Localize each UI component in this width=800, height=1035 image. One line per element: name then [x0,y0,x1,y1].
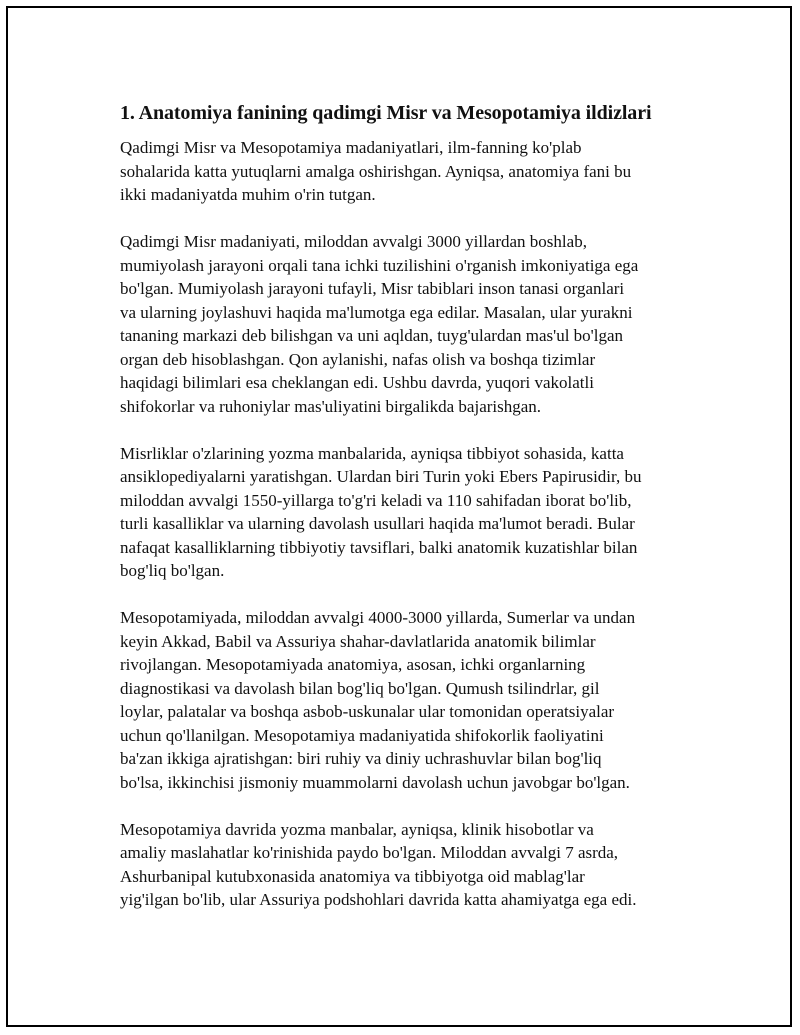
text-line: ansiklopediyalarni yaratishgan. Ulardan biri Turin yoki Ebers Papirusidir, bu [120,467,642,486]
text-line: haqidagi bilimlari esa cheklangan edi. Ushbu davrda, yuqori vakolatli [120,373,594,392]
text-line: ba'zan ikkiga ajratishgan: biri ruhiy va diniy uchrashuvlar bilan bog'liq [120,749,602,768]
paragraph-2 [120,230,700,418]
text-line: tananing markazi deb bilishgan va uni aqldan, tuyg'ulardan mas'ul bo'lgan [120,326,624,345]
text-line: bog'liq bo'lgan. [120,561,225,580]
text-line: keyin Akkad, Babil va Assuriya shahar-davlatlarida anatomik bilimlar [120,631,596,651]
text-line: loylar, palatalar va boshqa asbob-uskunalar ular tomonidan operatsiyalar [120,702,615,721]
text-line: ikki madaniyatda muhim o'rin tutgan. [120,185,376,204]
text-line: turli kasalliklar va ularning davolash usullari haqida ma'lumot beradi. Bular [120,514,635,533]
text-line: nafaqat kasalliklarning tibbiyotiy tavsiflari, balki anatomik kuzatishlar bilan [120,537,638,557]
text-line: yig'ilgan bo'lib, ular Assuriya podshohlari davrida katta ahamiyatga ega edi. [120,890,637,909]
text-line: shifokorlar va ruhoniylar mas'uliyatini birgalikda bajarishgan. [120,396,542,416]
page-frame [6,6,792,1027]
text-line: diagnostikasi va davolash bilan bog'liq bo'lgan. Qumush tsilindrlar, gil [120,678,600,698]
paragraph-5 [120,818,700,912]
document-body [120,100,700,935]
text-line: Mesopotamiyada, miloddan avvalgi 4000-3000 yillarda, Sumerlar va undan [120,608,636,627]
paragraph-1 [120,136,700,207]
text-line: mumiyolash jarayoni orqali tana ichki tuzilishini o'rganish imkoniyatiga ega [120,255,639,275]
text-line: sohalarida katta yutuqlarni amalga oshirishgan. Ayniqsa, anatomiya fani bu [120,161,632,181]
text-line: miloddan avvalgi 1550-yillarga to'g'ri keladi va 110 sahifadan iborat bo'lib, [120,490,632,510]
text-line: amaliy maslahatlar ko'rinishida paydo bo'lgan. Miloddan avvalgi 7 asrda, [120,843,619,862]
text-line: Qadimgi Misr va Mesopotamiya madaniyatlari, ilm-fanning ko'plab [120,138,582,157]
text-line: bo'lsa, ikkinchisi jismoniy muammolarni davolash uchun javobgar bo'lgan. [120,772,630,792]
text-line: rivojlangan. Mesopotamiyada anatomiya, asosan, ichki organlarning [120,655,586,674]
text-line: bo'lgan. Mumiyolash jarayoni tufayli, Misr tabiblari inson tanasi organlari [120,279,625,298]
text-line: Mesopotamiya davrida yozma manbalar, ayniqsa, klinik hisobotlar va [120,819,594,839]
text-line: Ashurbanipal kutubxonasida anatomiya va tibbiyotga oid mablag'lar [120,866,585,886]
paragraph-3 [120,442,700,583]
section-heading: 1. Anatomiya fanining qadimgi Misr va Mesopotamiya ildizlari [120,102,652,124]
text-line: uchun qo'llanilgan. Mesopotamiya madaniyatida shifokorlik faoliyatini [120,725,604,745]
text-line: organ deb hisoblashgan. Qon aylanishi, nafas olish va boshqa tizimlar [120,349,596,369]
text-line: va ularning joylashuvi haqida ma'lumotga ega edilar. Masalan, ular yurakni [120,302,633,322]
text-line: Misrliklar o'zlarining yozma manbalarida, ayniqsa tibbiyot sohasida, katta [120,443,624,463]
paragraph-4 [120,606,700,794]
text-line: Qadimgi Misr madaniyati, miloddan avvalgi 3000 yillardan boshlab, [120,232,587,251]
